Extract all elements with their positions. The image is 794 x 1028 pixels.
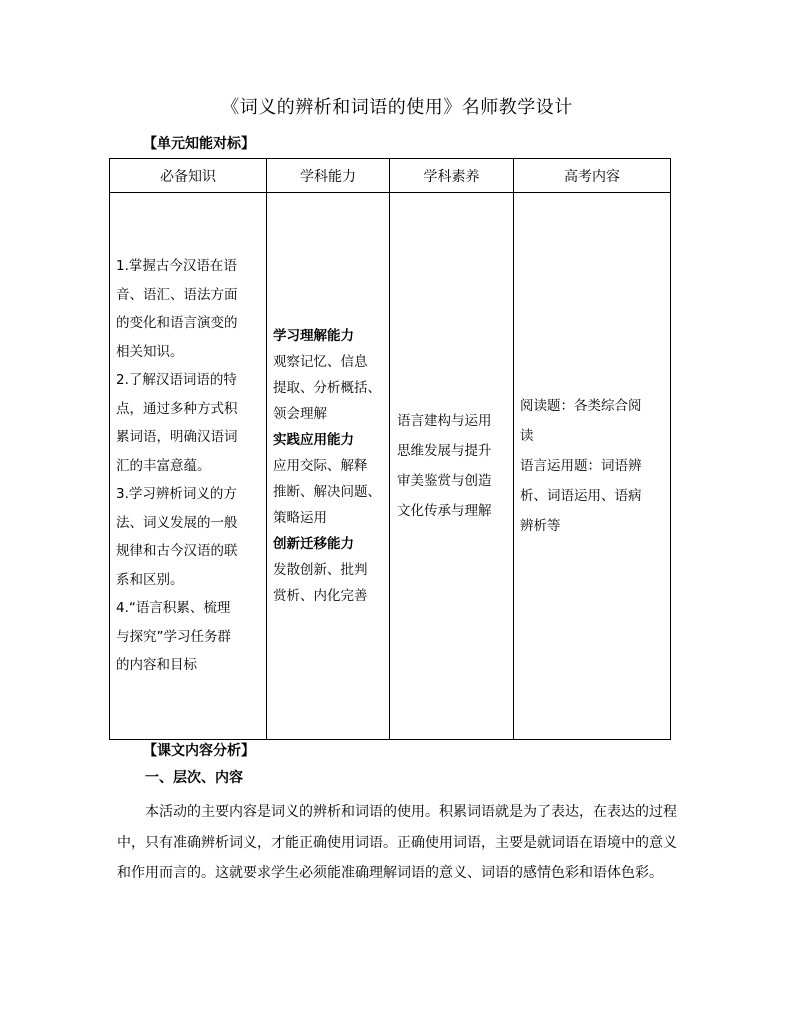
ability-line: 策略运用: [273, 510, 327, 526]
header-knowledge: 必备知识: [110, 159, 267, 193]
knowledge-line: 相关知识。: [116, 343, 184, 360]
exam-line: 阅读题：各类综合阅: [520, 398, 642, 414]
cell-exam: [514, 193, 671, 740]
exam-line: 辨析等: [520, 518, 561, 534]
header-literacy: 学科素养: [390, 159, 514, 193]
exam-line: 析、词语运用、语病: [520, 488, 642, 504]
ability-line: 领会理解: [273, 406, 327, 422]
cell-literacy: [390, 193, 514, 740]
knowledge-line: 的内容和目标: [116, 657, 197, 674]
exam-line: 语言运用题：词语辨: [520, 458, 642, 474]
knowledge-line: 法、词义发展的一般: [116, 514, 238, 531]
body-paragraph: 本活动的主要内容是词义的辨析和词语的使用。积累词语就是为了表达，在表达的过程中，只有准确辨析词义，才能正确使用词语。正确使用词语，主要是就词语在语境中的意义和作用而言的。这就要求学生必须能准确理解词语的意义、词语的感情色彩和语体色彩。: [117, 804, 677, 881]
knowledge-line: 点，通过多种方式积: [116, 400, 238, 417]
ability-heading: 创新迁移能力: [273, 536, 354, 552]
ability-line: 提取、分析概括、: [273, 380, 381, 396]
ability-line: 应用交际、解释: [273, 458, 368, 474]
knowledge-line: 汇的丰富意蕴。: [116, 457, 211, 474]
cell-knowledge: [110, 193, 267, 740]
exam-line: 读: [520, 428, 534, 444]
document-title: 《词义的辨析和词语的使用》名师教学设计: [221, 97, 573, 118]
knowledge-line: 3.学习辨析词义的方: [116, 486, 237, 503]
ability-line: 发散创新、批判: [273, 562, 368, 578]
knowledge-line: 系和区别。: [116, 571, 184, 588]
table-body-row: [110, 193, 671, 740]
knowledge-line: 4.“语言积累、梳理: [116, 600, 231, 617]
literacy-line: 思维发展与提升: [397, 443, 492, 459]
section-label-text-analysis: 【课文内容分析】: [143, 743, 255, 759]
knowledge-line: 累词语，明确汉语词: [116, 429, 238, 446]
table-header-row: [110, 159, 671, 193]
objectives-table: [109, 158, 671, 740]
cell-ability: [267, 193, 390, 740]
ability-line: 推断、解决问题、: [273, 484, 381, 500]
ability-line: 观察记忆、信息: [273, 354, 368, 370]
knowledge-line: 规律和古今汉语的联: [116, 543, 238, 560]
knowledge-line: 2.了解汉语词语的特: [116, 372, 237, 389]
literacy-line: 文化传承与理解: [397, 503, 492, 519]
header-exam: 高考内容: [514, 159, 671, 193]
literacy-line: 审美鉴赏与创造: [397, 473, 492, 489]
ability-line: 赏析、内化完善: [273, 588, 368, 604]
ability-heading: 实践应用能力: [273, 432, 354, 448]
header-ability: 学科能力: [267, 159, 390, 193]
subheading-levels-content: 一、层次、内容: [145, 770, 243, 786]
literacy-line: 语言建构与运用: [397, 413, 492, 429]
knowledge-line: 音、语汇、语法方面: [116, 286, 238, 303]
knowledge-line: 与探究”学习任务群: [116, 628, 231, 645]
knowledge-line: 的变化和语言演变的: [116, 315, 238, 332]
ability-heading: 学习理解能力: [273, 328, 354, 344]
knowledge-line: 1.掌握古今汉语在语: [116, 258, 237, 275]
section-label-unit-objectives: 【单元知能对标】: [143, 136, 255, 152]
